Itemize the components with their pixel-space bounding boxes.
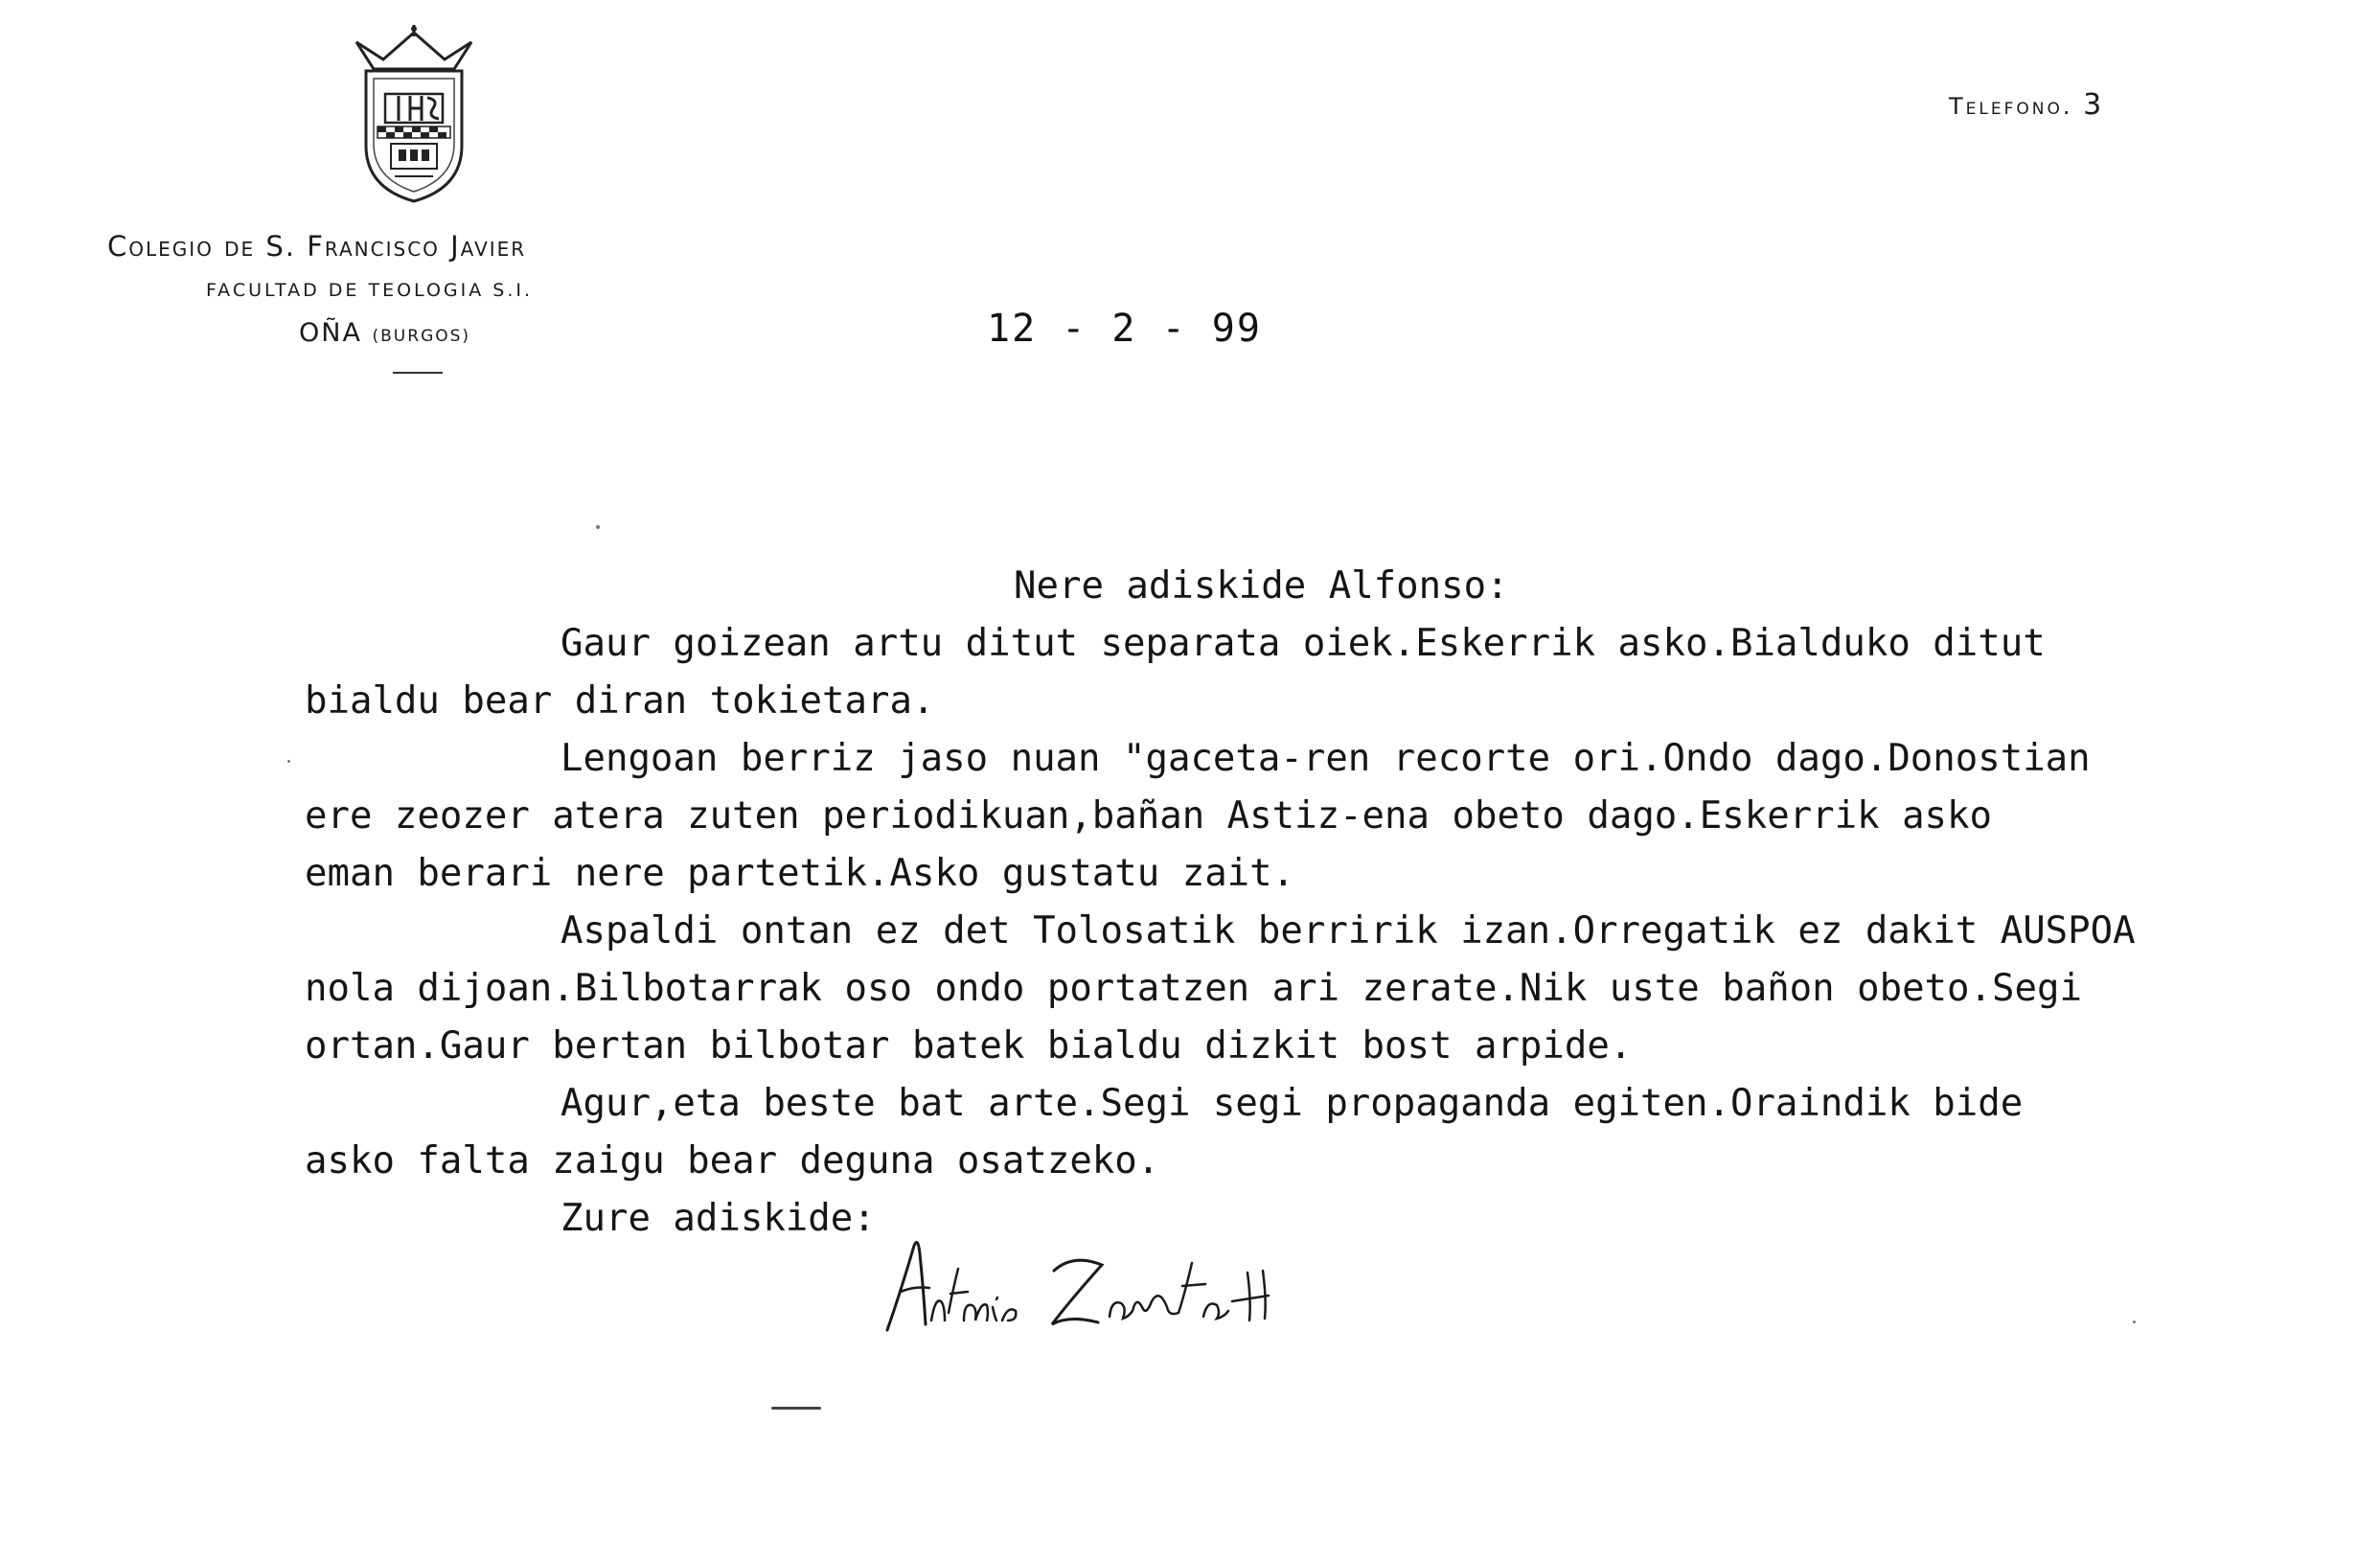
place-province: (BURGOS): [372, 327, 471, 346]
letter-line: asko falta zaigu bear deguna osatzeko.: [305, 1139, 1160, 1182]
closing: Zure adiskide:: [561, 1197, 876, 1240]
letterhead: [0, 0, 786, 402]
letter-date: 12 - 2 - 99: [987, 307, 1262, 351]
phone-number: 3: [2083, 88, 2105, 122]
letter-line: ortan.Gaur bertan bilbotar batek bialdu dizkit bost arpide.: [305, 1024, 1633, 1067]
phone-line: [1949, 88, 2104, 122]
handwritten-signature: [881, 1225, 1361, 1349]
scan-speck: [287, 760, 290, 763]
faculty-name: FACULTAD DE TEOLOGIA S.I.: [206, 280, 533, 301]
letterhead-divider: [393, 372, 443, 374]
salutation: Nere adiskide Alfonso:: [1014, 564, 1509, 608]
letter-line: ere zeozer atera zuten periodikuan,bañan Astiz-ena obeto dago.Eskerrik asko: [305, 794, 1992, 838]
jesuit-crest-icon: [347, 23, 481, 205]
letter-line: Gaur goizean artu ditut separata oiek.Eskerrik asko.Bialduko ditut: [561, 622, 2046, 665]
scan-stroke: [771, 1407, 821, 1410]
college-name: Colegio de S. Francisco Javier: [107, 230, 527, 263]
letter-line: Aspaldi ontan ez det Tolosatik berririk izan.Orregatik ez dakit AUSPOA: [561, 909, 2136, 953]
letter-line: Agur,eta beste bat arte.Segi segi propaganda egiten.Oraindik bide: [561, 1082, 2024, 1125]
phone-label: Telefono.: [1949, 93, 2073, 120]
place-town: OÑA: [299, 318, 362, 348]
letter-line: eman berari nere partetik.Asko gustatu zait.: [305, 852, 1295, 895]
scan-speck: [596, 525, 600, 529]
letter-line: nola dijoan.Bilbotarrak oso ondo portatzen ari zerate.Nik uste bañon obeto.Segi: [305, 967, 2082, 1010]
place-name: [299, 318, 470, 348]
letter-line: Lengoan berriz jaso nuan "gaceta-ren recorte ori.Ondo dago.Donostian: [561, 737, 2091, 780]
scan-speck: [2133, 1320, 2136, 1323]
letter-line: bialdu bear diran tokietara.: [305, 679, 935, 723]
